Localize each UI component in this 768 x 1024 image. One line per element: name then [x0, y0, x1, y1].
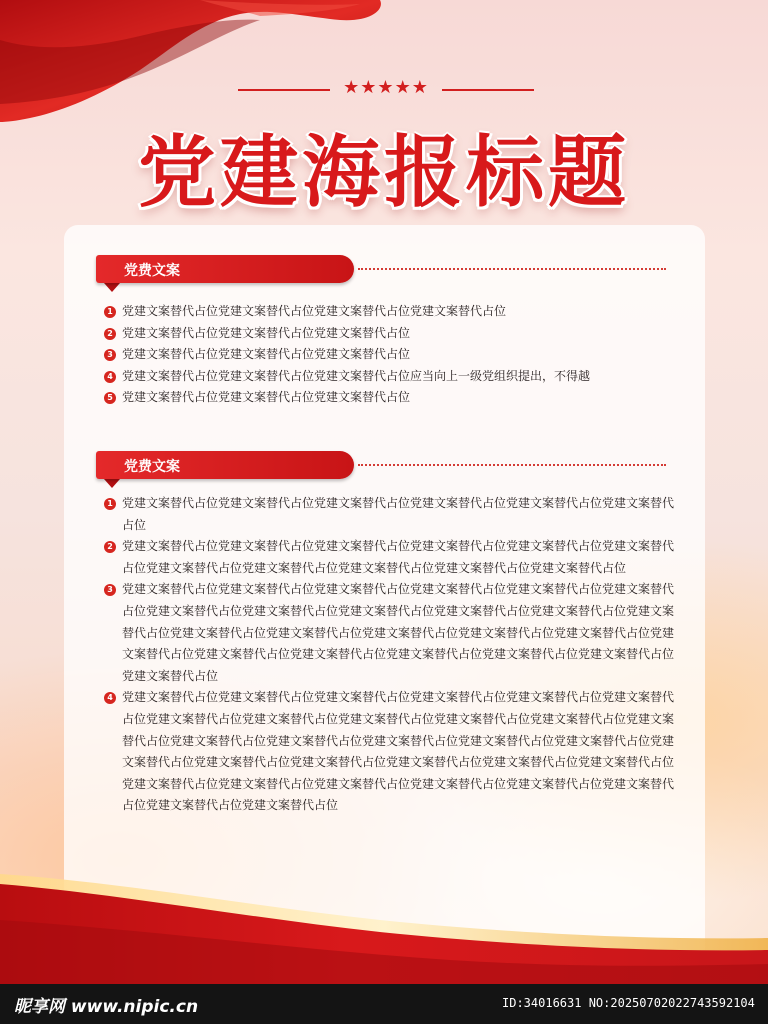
item-text: 党建文案替代占位党建文案替代占位党建文案替代占位党建文案替代占位党建文案替代占位党建文案替代占位	[122, 496, 675, 532]
number-badge: 1	[104, 498, 116, 510]
item-text: 党建文案替代占位党建文案替代占位党建文案替代占位党建文案替代占位党建文案替代占位党建文案替代占位党建文案替代占位党建文案替代占位党建文案替代占位党建文案替代占位党建文案替代占位	[122, 539, 675, 575]
section-tab	[96, 451, 354, 479]
item-text: 党建文案替代占位党建文案替代占位党建文案替代占位党建文案替代占位党建文案替代占位党建文案替代占位党建文案替代占位党建文案替代占位党建文案替代占位党建文案替代占位党建文案替代占位党建文案替代占位党建文案替代占位党建文案替代占位党建文案替代占位党建文案替代占位党建文案替代占位党建文案替代占位党建文案替代占位党建文案替代占位党建文案替代占位党建文案替代占位党建文案替代占位党建文案替代占位	[122, 582, 675, 683]
list-item	[104, 301, 676, 323]
watermark-bar	[0, 984, 768, 1024]
section-label: 党费文案	[124, 459, 180, 475]
item-text: 党建文案替代占位党建文案替代占位党建文案替代占位应当向上一级党组织提出，不得越	[122, 368, 591, 383]
number-badge: 5	[104, 392, 116, 404]
item-list	[104, 493, 676, 817]
section-tab-tail	[104, 283, 120, 292]
list-item	[104, 579, 676, 687]
title-ornament	[0, 77, 768, 100]
section-header	[64, 255, 705, 285]
section-tab-tail	[104, 479, 120, 488]
watermark-logo: 昵享网 www.nipic.cn	[14, 997, 199, 1017]
number-badge: 1	[104, 306, 116, 318]
list-item	[104, 387, 676, 409]
watermark-id: ID:34016631 NO:20250702022743592104	[502, 996, 755, 1010]
number-badge: 3	[104, 349, 116, 361]
number-badge: 2	[104, 328, 116, 340]
list-item	[104, 687, 676, 817]
number-badge: 2	[104, 541, 116, 553]
content-card	[64, 225, 705, 970]
item-text: 党建文案替代占位党建文案替代占位党建文案替代占位	[122, 347, 411, 362]
number-badge: 4	[104, 371, 116, 383]
item-text: 党建文案替代占位党建文案替代占位党建文案替代占位党建文案替代占位	[122, 304, 507, 318]
section-1	[64, 255, 705, 405]
item-text: 党建文案替代占位党建文案替代占位党建文案替代占位	[122, 325, 411, 340]
ornament-line-left	[238, 89, 330, 91]
section-header	[64, 451, 705, 481]
list-item	[104, 493, 676, 536]
list-item	[104, 366, 676, 388]
item-text: 党建文案替代占位党建文案替代占位党建文案替代占位	[122, 390, 411, 405]
section-tab	[96, 255, 354, 283]
dotted-divider	[358, 268, 666, 270]
number-badge: 4	[104, 692, 116, 704]
list-item	[104, 536, 676, 579]
list-item	[104, 344, 676, 366]
dotted-divider	[358, 464, 666, 466]
stars-icon: ★★★★★	[343, 77, 429, 98]
section-label: 党费文案	[124, 263, 180, 279]
section-2	[64, 451, 705, 813]
poster-title: 党建海报标题	[137, 128, 630, 218]
number-badge: 3	[104, 584, 116, 596]
item-list	[104, 301, 676, 409]
ornament-line-right	[442, 89, 534, 91]
item-text: 党建文案替代占位党建文案替代占位党建文案替代占位党建文案替代占位党建文案替代占位党建文案替代占位党建文案替代占位党建文案替代占位党建文案替代占位党建文案替代占位党建文案替代占位党建文案替代占位党建文案替代占位党建文案替代占位党建文案替代占位党建文案替代占位党建文案替代占位党建文案替代占位党建文案替代占位党建文案替代占位党建文案替代占位党建文案替代占位党建文案替代占位党建文案替代占位党建文案替代占位党建文案替代占位党建文案替代占位党建文案替代占位党建文案替代占位党建文案替代占位党建文案替代占位	[122, 690, 675, 813]
list-item	[104, 323, 676, 345]
